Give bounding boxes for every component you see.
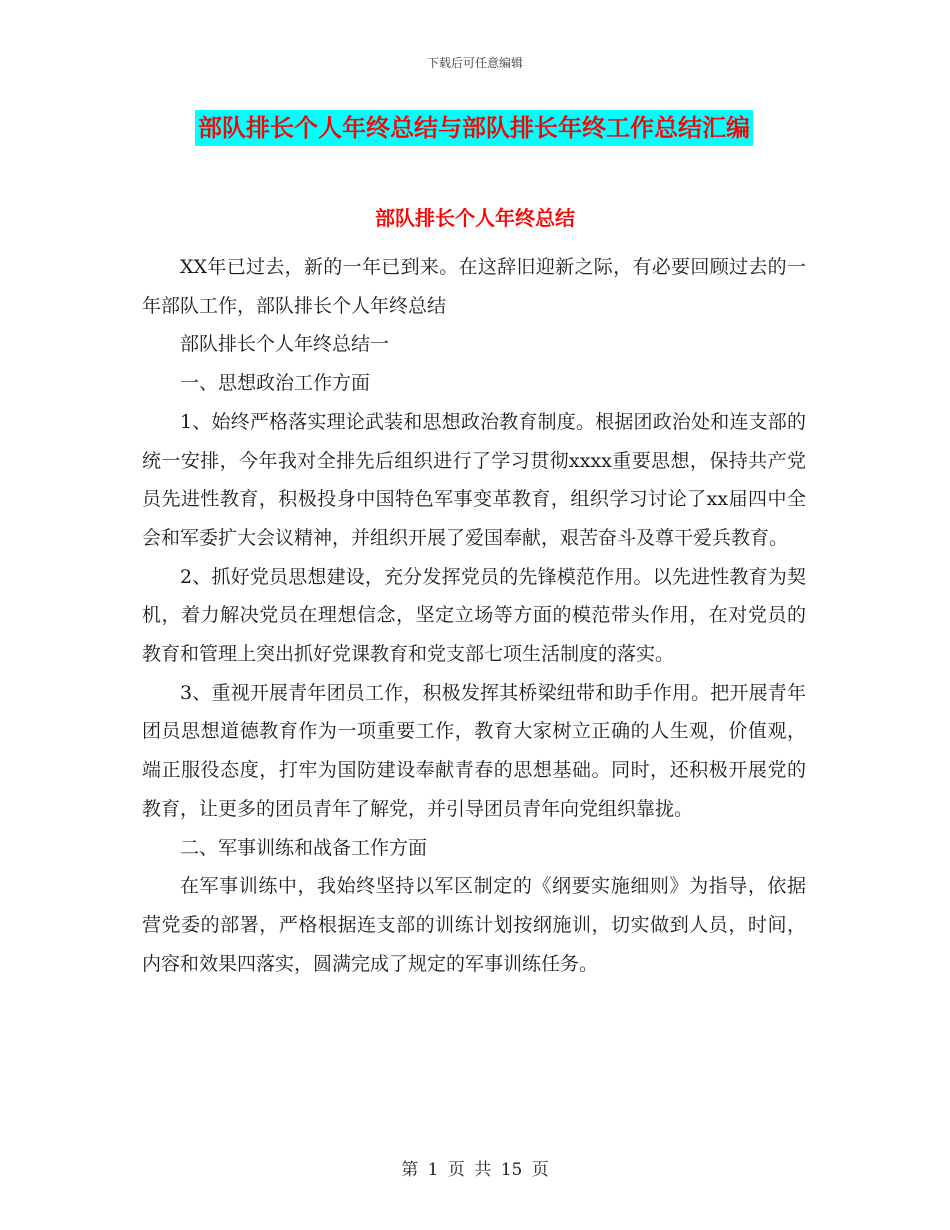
document-body <box>142 248 806 983</box>
paragraph-intro: XX年已过去，新的一年已到来。在这辞旧迎新之际，有必要回顾过去的一年部队工作，部队排长个人年终总结 <box>142 256 806 317</box>
section-title: 部队排长个人年终总结 <box>375 206 575 230</box>
document-title: 部队排长个人年终总结与部队排长年终工作总结汇编 <box>195 110 753 146</box>
paragraph-item-2: 2、抓好党员思想建设，充分发挥党员的先锋模范作用。以先进性教育为契机，着力解决党员在理想信念，坚定立场等方面的模范带头作用，在对党员的教育和管理上突出抓好党课教育和党支部七项生活制度的落实。 <box>142 565 806 666</box>
paragraph-item-1: 1、始终严格落实理论武装和思想政治教育制度。根据团政治处和连支部的统一安排，今年我对全排先后组织进行了学习贯彻xxxx重要思想，保持共产党员先进性教育，积极投身中国特色军事变革教育，组织学习讨论了xx届四中全会和军委扩大会议精神，并组织开展了爱国奉献，艰苦奋斗及尊干爱兵教育。 <box>142 410 806 549</box>
header-note: 下载后可任意编辑 <box>426 56 523 70</box>
part-heading-political: 一、思想政治工作方面 <box>180 372 371 395</box>
paragraph-item-3: 3、重视开展青年团员工作，积极发挥其桥梁纽带和助手作用。把开展青年团员思想道德教育作为一项重要工作，教育大家树立正确的人生观，价值观，端正服役态度，打牢为国防建设奉献青春的思想基础。同时，还积极开展党的教育，让更多的团员青年了解党，并引导团员青年向党组织靠拢。 <box>142 681 806 820</box>
part-heading-military: 二、军事训练和战备工作方面 <box>180 836 428 859</box>
paragraph-military-training: 在军事训练中，我始终坚持以军区制定的《纲要实施细则》为指导，依据营党委的部署，严格根据连支部的训练计划按纲施训，切实做到人员，时间，内容和效果四落实，圆满完成了规定的军事训练任务。 <box>142 875 806 975</box>
subsection-heading: 部队排长个人年终总结一 <box>180 333 390 356</box>
page-footer: 第 1 页 共 15 页 <box>401 1160 549 1180</box>
